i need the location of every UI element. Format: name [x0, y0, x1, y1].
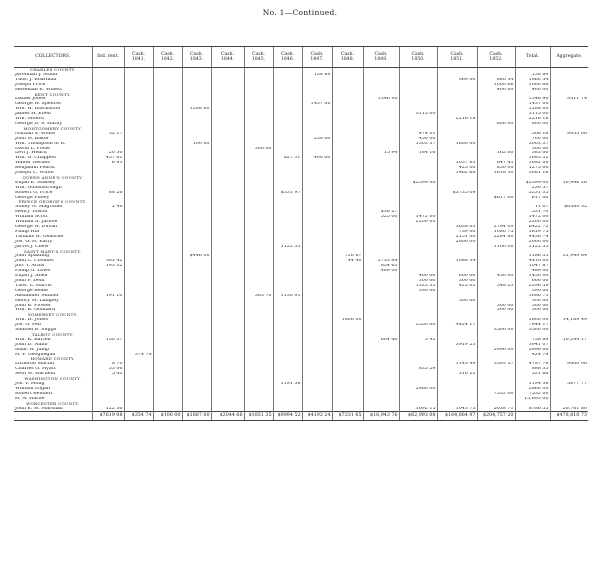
county-name: TALBOT COUNTY. — [31, 332, 74, 337]
table-cell: 4410 00 — [515, 259, 550, 264]
table-cell: 969 00 — [437, 78, 477, 83]
collector-name: Seth W. Warfield — [15, 372, 56, 377]
table-cell: 8 70 — [92, 362, 124, 367]
table-cell: $100 00 — [153, 412, 182, 421]
table-cell: 2550 00 — [399, 323, 437, 328]
table-cell: 26,761 80 — [550, 407, 588, 412]
column-header: Cash. 1846. — [273, 47, 302, 68]
collector-name: Isaac W. Jump — [15, 347, 50, 352]
collector-name: Thos. J. Boarman — [15, 77, 57, 82]
table-header — [14, 47, 588, 68]
collector-name: Robert G. Price — [15, 190, 53, 195]
table-cell: 800 00 — [515, 122, 550, 127]
collector-name: John C. Coombs — [15, 259, 54, 264]
column-header: Cash. 1852. — [477, 47, 515, 68]
collector-name: Wm. B. Goddard — [15, 308, 56, 313]
table-cell: 1692 15 — [399, 407, 437, 412]
collector-name: Daniel Jones — [15, 97, 46, 102]
table-cell: 1800 00 — [332, 318, 363, 323]
table-cell: 5996 00 — [477, 348, 515, 353]
collector-name: Jos. P. Mong — [15, 382, 45, 386]
collector-name: Wm. H. Jones — [15, 318, 48, 323]
collector-name: Charles G. Hyatt — [15, 367, 56, 372]
table-cell: 1122 33 — [515, 245, 550, 250]
collector-name: Philip G. Lowe — [15, 269, 51, 274]
table-cell: 424 74 — [515, 353, 550, 358]
table-cell: 3 92 — [399, 338, 437, 343]
table-cell: 489 00 — [515, 269, 550, 274]
table-cell: 1323 33 — [399, 284, 437, 289]
table-cell: 300 00 — [515, 299, 550, 304]
collector-name: Staley N. Magruder — [15, 205, 64, 210]
table-cell: 758 89 — [515, 338, 550, 343]
county-name: KENT COUNTY. — [34, 92, 71, 97]
table-cell: 2733 84 — [363, 259, 399, 264]
table-cell: 1618 30 — [477, 171, 515, 176]
table-cell: 53 06 — [92, 367, 124, 372]
table-cell: 1288 00 — [515, 107, 550, 112]
collector-name: H. N. Harne — [15, 396, 45, 401]
table-cell: $354 74 — [124, 412, 153, 421]
table-cell: 1194 36 — [515, 382, 550, 387]
table-cell: $331 97 — [273, 191, 302, 196]
collector-name: Alexander Millner — [15, 293, 59, 298]
table-cell: 5996 00 — [515, 348, 550, 353]
table-cell: 1191 36 — [273, 382, 302, 387]
table-cell: 1860 54 — [515, 78, 550, 83]
table-cell: 800 00 — [477, 122, 515, 127]
table-cell: 4787 76 — [515, 362, 550, 367]
column-header: Cash. 1844. — [211, 47, 244, 68]
table-cell: 827 31 — [273, 156, 302, 161]
county-name: CHARLES COUNTY. — [29, 67, 76, 72]
table-cell: 150 57 — [92, 338, 124, 343]
table-cell: 1145 49 — [437, 362, 477, 367]
collectors-ledger-table — [14, 46, 588, 421]
table-cell: 6422 72 — [515, 225, 550, 230]
collector-name: Thos. L. Harris — [15, 283, 52, 288]
collector-name: John F. Dent — [15, 278, 45, 283]
table-cell: 600 00 — [515, 279, 550, 284]
county-name: WORCESTER COUNTY. — [26, 401, 80, 406]
table-cell: $7619 08 — [92, 412, 124, 421]
collector-name: Wm. H. Blackiston — [15, 107, 61, 112]
table-cell: 2784 09 — [477, 225, 515, 230]
table-cell: 2000 00 — [515, 240, 550, 245]
table-cell: 1346 90 — [363, 97, 399, 102]
table-cell: 2000 00 — [437, 240, 477, 245]
table-cell: 300 00 — [437, 279, 477, 284]
table-cell: 1037 63 — [437, 161, 477, 166]
collector-name: Philip Hill — [15, 229, 40, 234]
collector-name: Wm. K. Bartell — [15, 337, 51, 342]
table-cell: 400 00 — [477, 88, 515, 93]
table-cell: 3003 37 — [515, 142, 550, 147]
table-cell: 506 18 — [515, 132, 550, 137]
table-cell: 850 00 — [477, 166, 515, 171]
table-cell: $1851 35 — [244, 412, 273, 421]
collector-name: Samuel B. Suggs — [15, 328, 57, 333]
collector-name: Wm. Thompson of R. — [15, 141, 66, 146]
table-cell: 300 00 — [244, 147, 273, 152]
table-cell: 1800 00 — [515, 318, 550, 323]
table-cell: 20 30 — [92, 151, 124, 156]
table-cell: 3638 63 — [437, 225, 477, 230]
table-cell: 2151 00 — [437, 235, 477, 240]
table-cell: 383 42 — [92, 259, 124, 264]
table-cell: 31,949 84 — [550, 254, 588, 259]
table-cell: 489 00 — [363, 269, 399, 274]
collector-name: Jno. T. Arnis — [15, 264, 45, 269]
collector-name: Robert Bennett — [15, 391, 53, 396]
table-cell: 617 00 — [515, 196, 550, 201]
table-cell: $7231 65 — [332, 412, 363, 421]
table-cell: 3593 57 — [477, 362, 515, 367]
table-cell: 2860 00 — [515, 387, 550, 392]
table-cell: 316 23 — [437, 372, 477, 377]
county-name: WASHINGTON COUNTY. — [24, 377, 82, 382]
table-cell: 1088 34 — [437, 259, 477, 264]
table-cell: 2860 00 — [399, 387, 437, 392]
table-cell: 8786 55 — [515, 407, 550, 412]
table-cell: 1685 32 — [515, 156, 550, 161]
table-cell: 3941 07 — [515, 343, 550, 348]
table-cell: 720 67 — [332, 254, 363, 259]
table-cell: $9994 52 — [273, 412, 302, 421]
table-cell: 191 10 — [92, 294, 124, 299]
table-cell: 2200 00 — [515, 220, 550, 225]
collector-name — [14, 412, 92, 421]
totals-row — [14, 412, 588, 421]
collector-name: George W. Spencer — [15, 102, 62, 107]
table-cell: 5038 71 — [477, 407, 515, 412]
table-cell: 1472 00 — [399, 215, 437, 220]
table-cell: 1080 75 — [477, 230, 515, 235]
table-cell: 1819 75 — [515, 230, 550, 235]
table-cell: $478,818 73 — [550, 412, 588, 421]
table-cell: 11 07 — [515, 205, 550, 210]
collector-name: William Scott — [15, 215, 48, 220]
table-cell: 1000 66 — [477, 83, 515, 88]
table-cell: 1275 00 — [515, 166, 550, 171]
table-cell: 162 00 — [477, 151, 515, 156]
table-cell — [515, 412, 550, 421]
table-cell: 250 00 — [302, 137, 332, 142]
table-cell: $204,757 20 — [477, 412, 515, 421]
collector-name: Thomas H. Osborne — [15, 234, 64, 239]
table-cell: 888 35 — [515, 367, 550, 372]
collector-name: Henry Tolson — [15, 210, 48, 215]
table-cell: 739 00 — [437, 230, 477, 235]
table-cell: $1887 00 — [182, 412, 211, 421]
table-cell: 1000 66 — [515, 83, 550, 88]
table-cell: 7532 00 — [477, 392, 515, 397]
table-cell: 6 93 — [92, 161, 124, 166]
collector-name: David L. Poole — [15, 146, 50, 151]
table-cell: 19,446 26 — [550, 181, 588, 186]
table-cell: 500 00 — [477, 308, 515, 313]
county-name: MONTGOMERY COUNTY. — [23, 126, 82, 131]
table-cell: 450 00 — [477, 274, 515, 279]
table-cell: $4192 24 — [302, 412, 332, 421]
table-cell: 230 57 — [515, 186, 550, 191]
table-cell: 3500 00 — [515, 328, 550, 333]
table-cell: 5231 35 — [515, 191, 550, 196]
column-header: Cash. 1850. — [399, 47, 437, 68]
table-cell: 365 70 — [244, 294, 273, 299]
table-cell: 32 17 — [92, 132, 124, 137]
column-header: Cash. 1841. — [124, 47, 153, 68]
table-cell: 3500 00 — [477, 328, 515, 333]
collector-name: John Spalding — [15, 254, 50, 259]
table-cell: $2399 00 — [399, 181, 437, 186]
collector-name: George W. Duvall — [15, 225, 58, 229]
table-cell: 2216 18 — [515, 117, 550, 122]
table-cell: 425 03 — [437, 284, 477, 289]
table-cell: $3735 09 — [437, 191, 477, 196]
table-cell: 9511 74 — [550, 97, 588, 102]
table-cell: 1186 33 — [515, 254, 550, 259]
table-cell: 122 36 — [92, 407, 124, 412]
column-header: Cash. 1848. — [332, 47, 363, 68]
table-cell: 457 61 — [92, 156, 124, 161]
table-cell: $617 00 — [477, 196, 515, 201]
column-header: Cash. 1843. — [182, 47, 211, 68]
table-cell: 390 00 — [515, 289, 550, 294]
table-cell: 425 00 — [437, 166, 477, 171]
table-cell: 138 89 — [515, 73, 550, 78]
table-cell: 9953 06 — [550, 132, 588, 137]
table-cell: 600 00 — [437, 274, 477, 279]
column-header: Cash. 1851. — [437, 47, 477, 68]
table-cell: 184 16 — [399, 151, 437, 156]
county-name: PRINCE GEORGE'S COUNTY. — [18, 200, 87, 205]
collector-name: Levi J. Heard — [15, 151, 47, 156]
table-cell: 3115 00 — [399, 112, 437, 117]
table-cell: 1437 00 — [515, 102, 550, 107]
table-cell: 300 00 — [437, 299, 477, 304]
table-cell: 450 00 — [399, 137, 437, 142]
table-cell: 647 43 — [477, 161, 515, 166]
table-cell: 548 23 — [477, 284, 515, 289]
table-cell: 1450 00 — [515, 274, 550, 279]
table-cell: 300 00 — [515, 304, 550, 309]
collector-name: Nathan S. White — [15, 131, 56, 136]
table-cell: 10,244 17 — [550, 338, 588, 343]
table-cell: 4424 17 — [437, 323, 477, 328]
table-cell: $164,864 97 — [437, 412, 477, 421]
collector-name: Joseph Price — [15, 82, 46, 87]
table-cell: 2216 18 — [437, 117, 477, 122]
column-header: Cash. 1849. — [363, 47, 399, 68]
collector-name: Jarvis J. Chew — [15, 244, 49, 249]
table-cell: $6580 32 — [550, 205, 588, 210]
column-header: Cash. 1845. — [244, 47, 273, 68]
table-cell: 14,189 49 — [550, 318, 588, 323]
collector-name: Hezekiah E. Willett — [15, 87, 62, 92]
collector-name: Jos. G. H. Early — [15, 239, 53, 244]
column-header: Total. — [515, 47, 550, 68]
county-name: SAINT MARY'S COUNTY. — [23, 249, 82, 254]
table-cell: 1043 73 — [437, 407, 477, 412]
table-cell: 474 01 — [399, 132, 437, 137]
table-cell: 525 00 — [363, 215, 399, 220]
table-cell: 1437 00 — [302, 102, 332, 107]
table-cell: $16,943 76 — [363, 412, 399, 421]
table-cell: 1472 00 — [515, 215, 550, 220]
table-cell: 3919 23 — [437, 343, 477, 348]
table-cell: 193 32 — [92, 264, 124, 269]
table-cell: 300 00 — [477, 304, 515, 309]
table-cell: 300 00 — [515, 147, 550, 152]
table-cell: 1462 66 — [437, 171, 477, 176]
collector-name: Benjamin Fearst — [15, 166, 55, 171]
collector-name: John B. Flower — [15, 303, 52, 308]
collector-name: Elijah J. Abell — [15, 274, 48, 279]
table-cell: 700 00 — [515, 137, 550, 142]
table-cell: 1692 00 — [515, 161, 550, 166]
table-cell: 1122 33 — [273, 245, 302, 250]
county-name: HOWARD COUNTY. — [30, 357, 76, 362]
collector-name: James H. Eben — [15, 112, 51, 117]
table-cell: 7532 00 — [515, 392, 550, 397]
table-cell: 1100 00 — [477, 245, 515, 250]
table-cell: 1346 90 — [515, 97, 550, 102]
table-cell: 1686 75 — [515, 294, 550, 299]
table-cell: 15,695 00 — [515, 397, 550, 402]
column-header: Cash. 1847. — [302, 47, 332, 68]
table-cell: 2296 59 — [515, 284, 550, 289]
table-cell: 44 40 — [332, 259, 363, 264]
table-cell: 3115 00 — [515, 112, 550, 117]
table-cell: 400 00 — [302, 156, 332, 161]
table-cell: 390 00 — [399, 289, 437, 294]
collector-name: John W. Baker — [15, 136, 50, 141]
collector-name: Wm. Goldsborough — [15, 185, 62, 190]
collector-name: John D. Nabb — [15, 342, 48, 347]
collector-name: Elijah E. Massey — [15, 180, 56, 185]
table-cell: 400 00 — [515, 88, 550, 93]
table-cell: 2200 00 — [399, 220, 437, 225]
table-cell: 3081 16 — [515, 171, 550, 176]
collector-name: Littleton Maclin — [15, 362, 54, 367]
table-cell: 383 00 — [515, 151, 550, 156]
table-cell: 604 40 — [363, 338, 399, 343]
column-header: COLLECTORS. — [14, 47, 92, 68]
table-cell: 531 70 — [515, 210, 550, 215]
table-cell: 1288 00 — [182, 107, 211, 112]
collector-name: George Finley — [15, 195, 50, 200]
table-cell: 500 00 — [515, 308, 550, 313]
collector-name: Jeremiah J. Mudd — [15, 72, 58, 77]
table-cell: $38 27 — [363, 210, 399, 215]
county-name: QUEEN ANNE'S COUNTY. — [22, 175, 83, 180]
collector-name: William Logan — [15, 386, 51, 391]
collector-name: Henry M. Langley — [15, 298, 59, 303]
table-cell: 880 54 — [477, 78, 515, 83]
table-cell: 321 66 — [515, 372, 550, 377]
page-title: No. 1—Continued. — [262, 8, 338, 17]
table-cell: 1600 00 — [437, 142, 477, 147]
county-name: SOMERSET COUNTY. — [27, 313, 78, 318]
collector-name: Wm. G. Chappell — [15, 156, 56, 161]
collector-name: Walter Gerdes — [15, 161, 50, 166]
table-cell: 15 94 — [363, 151, 399, 156]
collector-name: John E. H. Marshall — [15, 406, 63, 411]
collector-name: George Beale — [15, 288, 48, 293]
table-cell: 400 00 — [399, 274, 437, 279]
collector-name: Jos. G. Pell — [15, 323, 41, 328]
collector-name: Wm. Moffitt — [15, 117, 45, 122]
table-cell: 835 29 — [399, 367, 437, 372]
collector-name: Joseph C. White — [15, 171, 54, 176]
table-cell: 88 26 — [92, 191, 124, 196]
collector-name: George D. S. Hardy — [15, 121, 63, 126]
table-cell: 7844 17 — [515, 323, 550, 328]
table-cell: 1130 91 — [273, 294, 302, 299]
table-cell: 100 00 — [182, 142, 211, 147]
column-header: Cash. 1842. — [153, 47, 182, 68]
table-cell: 2 49 — [92, 205, 124, 210]
column-header: Ind. rent. — [92, 47, 124, 68]
collector-name: William A. Jarboe — [15, 220, 58, 225]
table-body — [14, 68, 588, 421]
table-cell: $62,993 08 — [399, 412, 437, 421]
table-cell: 854 63 — [363, 264, 399, 269]
table-cell: 1047 87 — [515, 264, 550, 269]
collector-name: H. F. Geoghegan — [15, 352, 56, 357]
table-cell: 9400 96 — [550, 362, 588, 367]
table-cell: 374 74 — [124, 353, 153, 358]
table-cell: 2284 80 — [477, 235, 515, 240]
table-cell: $446 00 — [182, 254, 211, 259]
table-cell: 158 89 — [302, 73, 332, 78]
table-cell: 300 00 — [399, 279, 437, 284]
column-header: Aggregate. — [550, 47, 588, 68]
table-cell: 4436 74 — [515, 235, 550, 240]
table-cell: 1303 37 — [399, 142, 437, 147]
table-cell: $2044 66 — [211, 412, 244, 421]
table-cell: 5877 77 — [550, 382, 588, 387]
table-cell: $2399 00 — [515, 181, 550, 186]
table-cell: 5 43 — [92, 372, 124, 377]
